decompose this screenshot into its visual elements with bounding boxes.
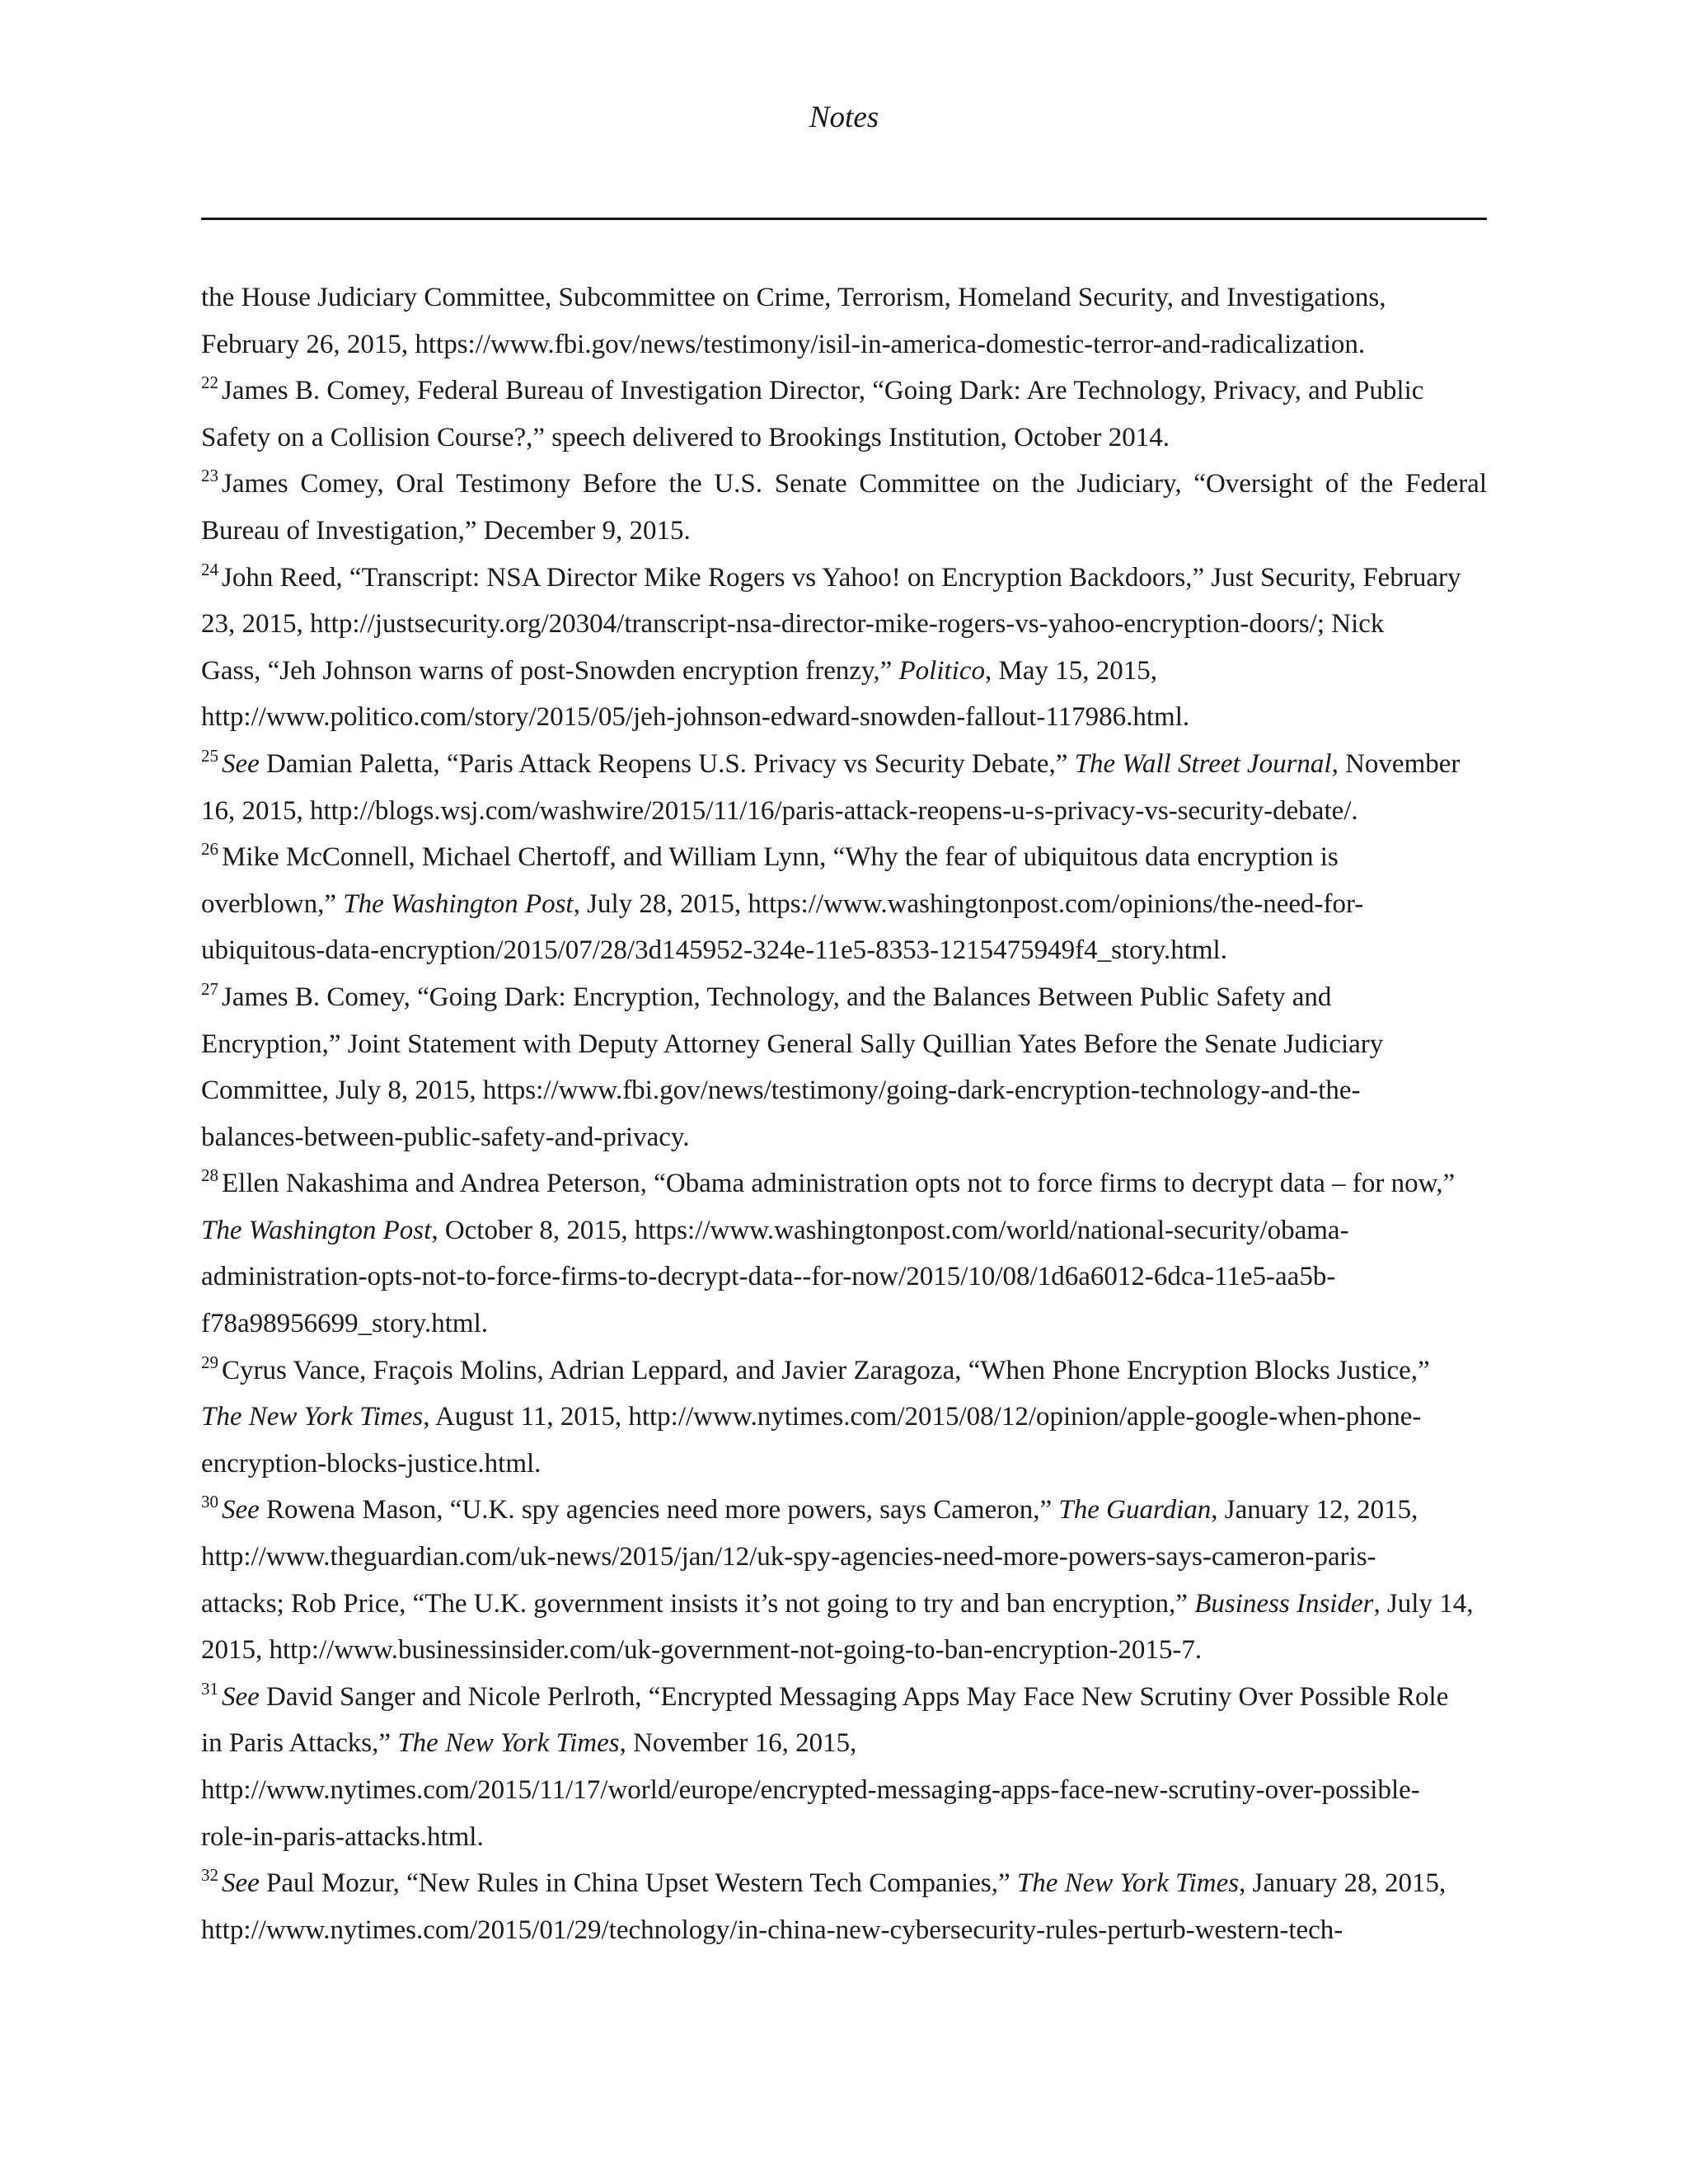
note-line (201, 1394, 1487, 1441)
note-line: Bureau of Investigation,” December 9, 2015. (201, 515, 691, 546)
note-text: John Reed, “Transcript: NSA Director Mike Rogers vs Yahoo! on Encryption Backdoors,” Just Security, February (222, 562, 1461, 593)
note-line: February 26, 2015, https://www.fbi.gov/news/testimony/isil-in-america-domestic-terror-and-radicalization. (201, 329, 1366, 359)
note-text: , November (1331, 748, 1461, 779)
note-number: 27 (201, 978, 218, 999)
see-signal: See (222, 748, 260, 779)
note-text: James Comey, Oral Testimony Before the U.S. Senate Committee on the Judiciary, “Oversight of the Federal (222, 469, 1487, 499)
publication-title: Business Insider (1194, 1588, 1374, 1619)
note-32-line (201, 1860, 1487, 1907)
note-number: 32 (201, 1865, 218, 1886)
note-line: Safety on a Collision Course?,” speech delivered to Brookings Institution, October 2014. (201, 422, 1170, 452)
note-text: , May 15, 2015, (985, 655, 1157, 686)
note-text: overblown,” (201, 888, 344, 919)
publication-title: The Wall Street Journal (1074, 748, 1332, 779)
note-line (201, 1581, 1487, 1628)
note-31-line (201, 1674, 1487, 1721)
note-text: Damian Paletta, “Paris Attack Reopens U.S. Privacy vs Security Debate,” (259, 748, 1075, 779)
note-line: balances-between-public-safety-and-privacy. (201, 1122, 690, 1152)
see-signal: See (222, 1495, 260, 1526)
header-divider (201, 218, 1487, 220)
note-text: Cyrus Vance, Fraçois Molins, Adrian Leppard, and Javier Zaragoza, “When Phone Encryption Blocks Justice,” (222, 1355, 1430, 1385)
note-line: http://www.politico.com/story/2015/05/jeh-johnson-edward-snowden-fallout-117986.html. (201, 702, 1190, 733)
publication-title: The New York Times (201, 1402, 424, 1432)
see-signal: See (222, 1868, 260, 1899)
note-line: Committee, July 8, 2015, https://www.fbi.gov/news/testimony/going-dark-encryption-technology-and-the- (201, 1076, 1361, 1106)
note-line: ubiquitous-data-encryption/2015/07/28/3d145952-324e-11e5-8353-1215475949f4_story.html. (201, 935, 1227, 966)
note-number: 25 (201, 745, 218, 766)
note-text: , July 28, 2015, https://www.washingtonpost.com/opinions/the-need-for- (573, 888, 1364, 919)
note-number: 30 (201, 1492, 218, 1512)
note-24-line (201, 555, 1487, 602)
note-27-line (201, 974, 1487, 1021)
note-line: 2015, http://www.businessinsider.com/uk-government-not-going-to-ban-encryption-2015-7. (201, 1635, 1203, 1666)
note-line: http://www.theguardian.com/uk-news/2015/jan/12/uk-spy-agencies-need-more-powers-says-cameron-paris- (201, 1542, 1376, 1572)
note-line: http://www.nytimes.com/2015/11/17/world/europe/encrypted-messaging-apps-face-new-scrutiny-over-possible- (201, 1775, 1420, 1805)
note-number: 22 (201, 373, 218, 393)
note-28-line (201, 1160, 1487, 1207)
publication-title: The Washington Post (201, 1215, 432, 1245)
note-23-line (201, 461, 1487, 508)
note-line (201, 1720, 1487, 1767)
note-text: Ellen Nakashima and Andrea Peterson, “Obama administration opts not to force firms to decrypt data – for now,” (222, 1169, 1456, 1199)
publication-title: The New York Times (397, 1728, 620, 1759)
note-number: 29 (201, 1352, 218, 1372)
note-text: James B. Comey, Federal Bureau of Investigation Director, “Going Dark: Are Technology, Privacy, and Public (222, 376, 1424, 406)
publication-title: Politico (898, 655, 985, 686)
note-text: Gass, “Jeh Johnson warns of post-Snowden encryption frenzy,” (201, 655, 899, 686)
publication-title: The Washington Post (343, 888, 574, 919)
note-text: James B. Comey, “Going Dark: Encryption, Technology, and the Balances Between Public Safety and (222, 982, 1332, 1012)
note-30-line (201, 1487, 1487, 1534)
note-number: 28 (201, 1165, 218, 1186)
note-text: , October 8, 2015, https://www.washingtonpost.com/world/national-security/obama- (431, 1215, 1349, 1245)
note-line: Encryption,” Joint Statement with Deputy Attorney General Sally Quillian Yates Before the Senate Judiciary (201, 1029, 1384, 1059)
note-line: http://www.nytimes.com/2015/01/29/technology/in-china-new-cybersecurity-rules-perturb-western-tech- (201, 1915, 1343, 1945)
publication-title: The Guardian (1058, 1495, 1212, 1526)
note-number: 26 (201, 839, 218, 860)
publication-title: The New York Times (1016, 1868, 1240, 1899)
note-text: Mike McConnell, Michael Chertoff, and William Lynn, “Why the fear of ubiquitous data encryption is (222, 842, 1339, 873)
note-line: 16, 2015, http://blogs.wsj.com/washwire/2015/11/16/paris-attack-reopens-u-s-privacy-vs-security-debate/. (201, 795, 1358, 826)
note-line: 23, 2015, http://justsecurity.org/20304/transcript-nsa-director-mike-rogers-vs-yahoo-encryption-doors/; Nick (201, 609, 1385, 640)
note-text: , August 11, 2015, http://www.nytimes.com/2015/08/12/opinion/apple-google-when-phone- (423, 1402, 1422, 1432)
note-text: in Paris Attacks,” (201, 1728, 398, 1759)
note-29-line (201, 1347, 1487, 1394)
note-text: , January 12, 2015, (1211, 1495, 1418, 1526)
note-line (201, 648, 1487, 695)
note-22-line (201, 368, 1487, 415)
note-text: , November 16, 2015, (619, 1728, 857, 1759)
note-text: attacks; Rob Price, “The U.K. government insists it’s not going to try and ban encryption,” (201, 1588, 1195, 1619)
note-line: role-in-paris-attacks.html. (201, 1821, 484, 1852)
note-line (201, 1207, 1487, 1254)
note-line: f78a98956699_story.html. (201, 1309, 488, 1339)
note-number: 23 (201, 466, 218, 486)
note-text: , January 28, 2015, (1239, 1868, 1447, 1899)
see-signal: See (222, 1681, 260, 1712)
note-text: David Sanger and Nicole Perlroth, “Encrypted Messaging Apps May Face New Scrutiny Over Possible Role (259, 1681, 1449, 1712)
note-text: Rowena Mason, “U.K. spy agencies need more powers, says Cameron,” (259, 1495, 1059, 1526)
note-text: , July 14, (1373, 1588, 1474, 1619)
note-line: the House Judiciary Committee, Subcommittee on Crime, Terrorism, Homeland Security, and Investigations, (201, 283, 1386, 312)
note-number: 31 (201, 1678, 218, 1699)
endnotes-list (201, 274, 1487, 1953)
running-header-title: Notes (809, 101, 879, 134)
note-line: encryption-blocks-justice.html. (201, 1448, 542, 1479)
note-25-line (201, 741, 1487, 788)
note-26-line (201, 834, 1487, 881)
note-text: Paul Mozur, “New Rules in China Upset Western Tech Companies,” (259, 1868, 1017, 1899)
note-number: 24 (201, 559, 218, 579)
note-line: administration-opts-not-to-force-firms-to-decrypt-data--for-now/2015/10/08/1d6a6012-6dca-11e5-aa5b- (201, 1262, 1336, 1292)
note-line (201, 881, 1487, 928)
